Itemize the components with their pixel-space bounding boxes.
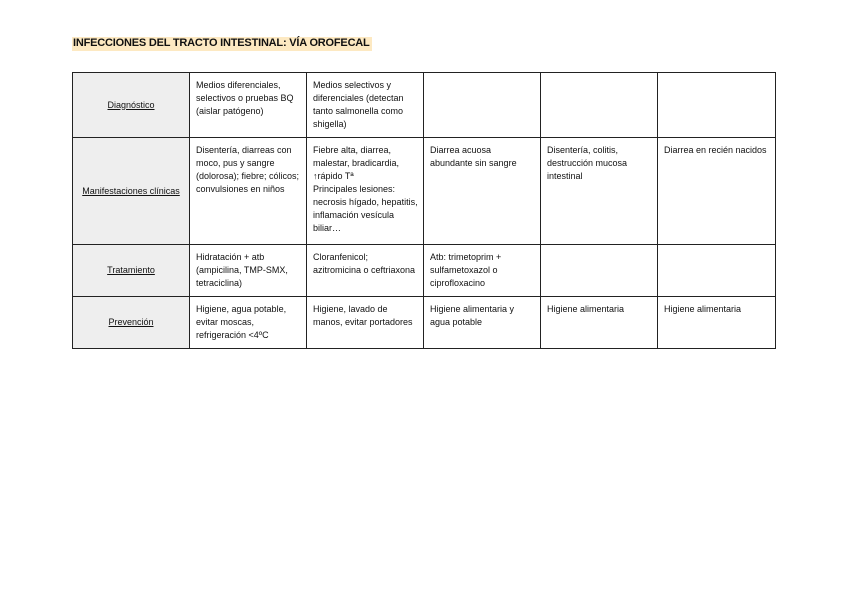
table-cell — [307, 138, 424, 245]
table-cell — [658, 138, 776, 245]
table-cell — [307, 297, 424, 349]
cell-text: Atb: trimetoprim + sulfametoxazol o ciprofloxacino — [430, 252, 502, 288]
cell-text: Higiene alimentaria — [547, 304, 625, 314]
table-cell — [541, 73, 658, 138]
table-row-prevencion — [73, 297, 776, 349]
table-cell — [190, 138, 307, 245]
infections-table — [72, 72, 776, 349]
row-header-prevencion: Prevención — [73, 297, 190, 349]
infections-table-container — [72, 72, 776, 349]
cell-text: Disentería, diarreas con moco, pus y sangre (dolorosa); fiebre; cólicos; convulsiones en niños — [196, 145, 300, 194]
cell-text: Diarrea acuosa abundante sin sangre — [430, 145, 517, 168]
cell-text: Medios diferenciales, selectivos o pruebas BQ (aislar patógeno) — [196, 80, 294, 116]
table-cell — [424, 245, 541, 297]
table-cell — [307, 245, 424, 297]
table-cell — [658, 245, 776, 297]
row-header-manifestaciones: Manifestaciones clínicas — [73, 138, 190, 245]
cell-text: Higiene, lavado de manos, evitar portadores — [313, 304, 413, 327]
row-header-diagnostico: Diagnóstico — [73, 73, 190, 138]
table-cell — [307, 73, 424, 138]
table-cell — [658, 73, 776, 138]
table-cell — [658, 297, 776, 349]
table-row-tratamiento — [73, 245, 776, 297]
table-cell — [541, 297, 658, 349]
table-cell — [190, 73, 307, 138]
table-cell — [424, 297, 541, 349]
cell-text: Higiene alimentaria — [664, 304, 742, 314]
document-title: INFECCIONES DEL TRACTO INTESTINAL: VÍA OROFECAL — [73, 37, 370, 49]
cell-text: Hidratación + atb (ampicilina, TMP-SMX, tetraciclina) — [196, 252, 288, 288]
table-cell — [190, 297, 307, 349]
table-cell — [541, 245, 658, 297]
table-cell — [424, 138, 541, 245]
table-cell — [424, 73, 541, 138]
cell-text: Cloranfenicol; azitromicina o ceftriaxona — [313, 252, 416, 275]
table-cell — [541, 138, 658, 245]
table-cell — [190, 245, 307, 297]
cell-text: Diarrea en recién nacidos — [664, 145, 767, 155]
cell-text: Fiebre alta, diarrea, malestar, bradicardia, ↑rápido Tª Principales lesiones: necrosis hígado, hepatitis, inflamación vesícula biliar… — [313, 145, 418, 233]
cell-text: Higiene, agua potable, evitar moscas, refrigeración <4ºC — [196, 304, 287, 340]
table-row-diagnostico — [73, 73, 776, 138]
cell-text: Higiene alimentaria y agua potable — [430, 304, 515, 327]
row-header-tratamiento: Tratamiento — [73, 245, 190, 297]
cell-text: Disentería, colitis, destrucción mucosa intestinal — [547, 145, 628, 181]
cell-text: Medios selectivos y diferenciales (detectan tanto salmonella como shigella) — [313, 80, 404, 129]
table-row-manifestaciones — [73, 138, 776, 245]
